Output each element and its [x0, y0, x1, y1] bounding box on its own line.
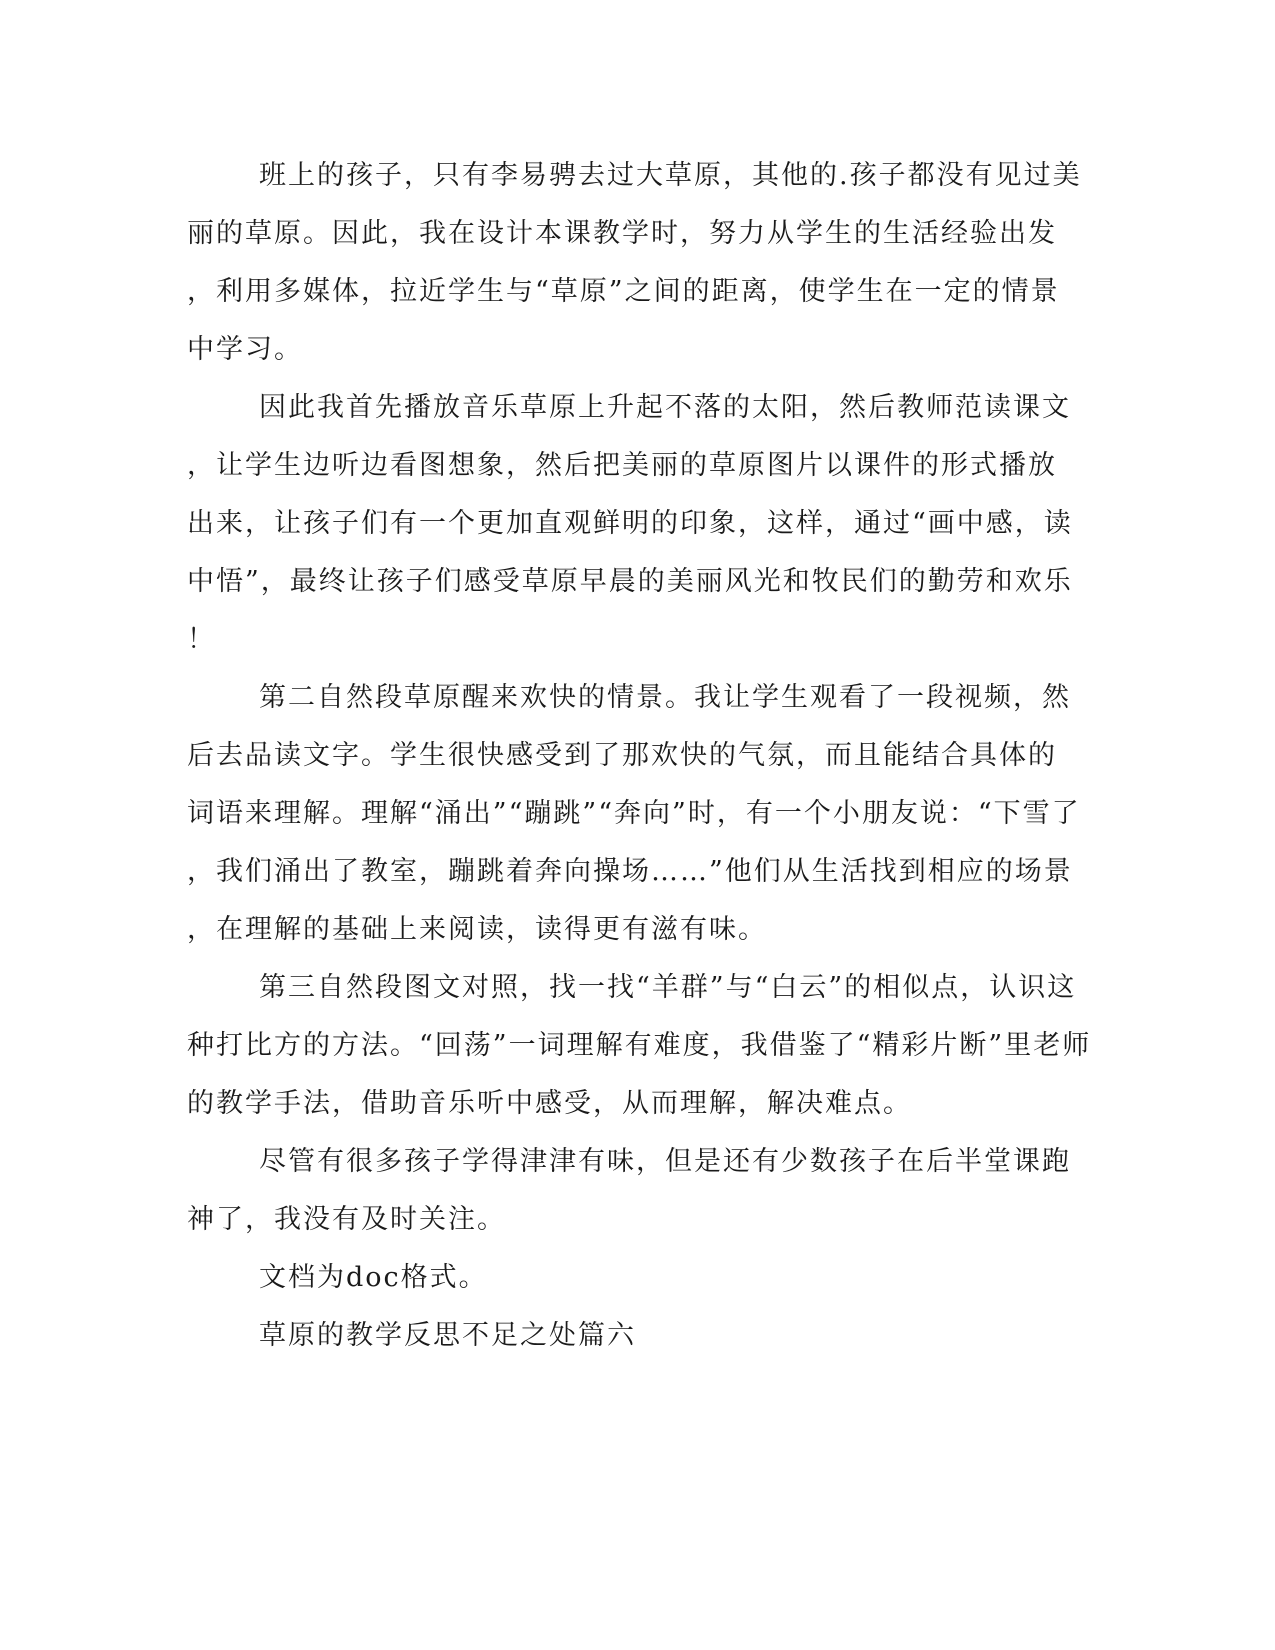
text-line: 第三自然段图文对照，找一找“羊群”与“白云”的相似点，认识这: [259, 972, 1077, 1003]
text-line: 第二自然段草原醒来欢快的情景。我让学生观看了一段视频，然: [259, 682, 1071, 713]
section-heading: 草原的教学反思不足之处篇六: [259, 1320, 636, 1351]
text-line: 词语来理解。理解“涌出”“蹦跳”“奔向”时，有一个小朋友说：“下雪了: [187, 798, 1081, 829]
text-line: 出来，让孩子们有一个更加直观鲜明的印象，这样，通过“画中感，读: [187, 508, 1073, 539]
text-line: 神了，我没有及时关注。: [187, 1204, 506, 1235]
text-line: 后去品读文字。学生很快感受到了那欢快的气氛，而且能结合具体的: [187, 740, 1057, 771]
text-line: 的教学手法，借助音乐听中感受，从而理解，解决难点。: [187, 1088, 912, 1119]
text-line: 班上的孩子，只有李易骋去过大草原，其他的.孩子都没有见过美: [259, 160, 1082, 191]
text-line: 因此我首先播放音乐草原上升起不落的太阳，然后教师范读课文: [259, 392, 1071, 423]
text-line: 中悟”，最终让孩子们感受草原早晨的美丽风光和牧民们的勤劳和欢乐: [187, 566, 1073, 597]
text-line: ！: [187, 624, 216, 655]
text-line: ，在理解的基础上来阅读，读得更有滋有味。: [187, 914, 767, 945]
text-line: 中学习。: [187, 334, 303, 365]
text-line: 丽的草原。因此，我在设计本课教学时，努力从学生的生活经验出发: [187, 218, 1057, 249]
text-line: 尽管有很多孩子学得津津有味，但是还有少数孩子在后半堂课跑: [259, 1146, 1071, 1177]
text-line: 文档为doc格式。: [259, 1262, 488, 1293]
text-line: ，我们涌出了教室，蹦跳着奔向操场……”他们从生活找到相应的场景: [187, 856, 1073, 887]
text-line: ，利用多媒体，拉近学生与“草原”之间的距离，使学生在一定的情景: [187, 276, 1060, 307]
text-line: 种打比方的方法。“回荡”一词理解有难度，我借鉴了“精彩片断”里老师: [187, 1030, 1092, 1061]
text-line: ，让学生边听边看图想象，然后把美丽的草原图片以课件的形式播放: [187, 450, 1057, 481]
